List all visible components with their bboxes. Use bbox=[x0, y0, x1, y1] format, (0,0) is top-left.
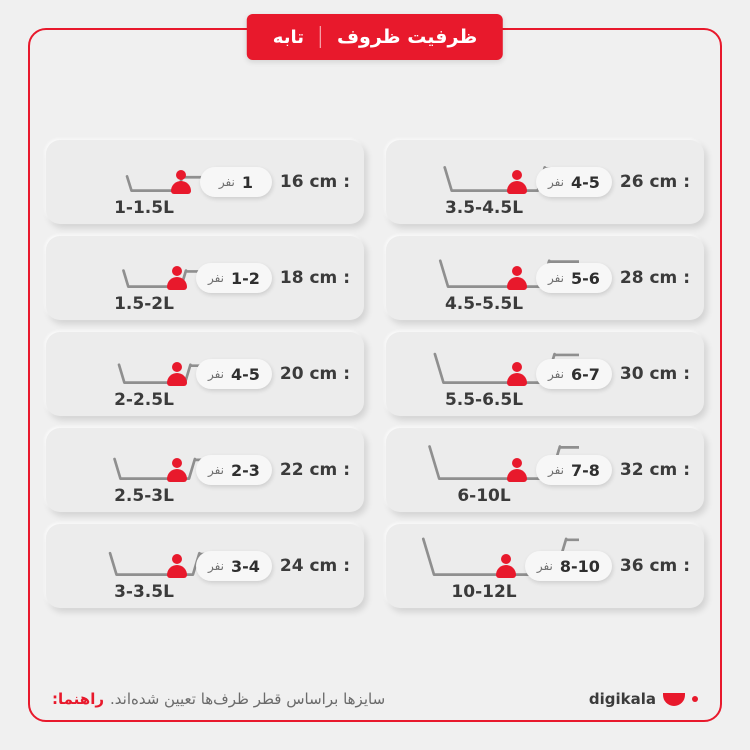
diameter-label: 36 cm : bbox=[619, 556, 690, 576]
servings-unit: نفر bbox=[536, 559, 553, 573]
capacity-card bbox=[46, 332, 364, 416]
servings-count: 4-5 bbox=[571, 172, 600, 192]
servings-unit: نفر bbox=[547, 367, 564, 381]
card-info-group bbox=[166, 236, 350, 320]
person-icon bbox=[166, 552, 188, 580]
diameter-label: 18 cm : bbox=[279, 268, 350, 288]
servings-pill bbox=[196, 263, 272, 293]
capacity-card bbox=[386, 332, 704, 416]
capacity-card bbox=[386, 236, 704, 320]
volume-label: 3.5-4.5L bbox=[444, 198, 524, 218]
capacity-card bbox=[386, 524, 704, 608]
card-info-group bbox=[506, 140, 690, 224]
capacity-grid bbox=[28, 140, 722, 608]
servings-count: 4-5 bbox=[231, 364, 260, 384]
servings-pill bbox=[536, 455, 612, 485]
diameter-label: 20 cm : bbox=[279, 364, 350, 384]
person-icon bbox=[506, 360, 528, 388]
guide-note bbox=[52, 690, 385, 708]
volume-label: 4.5-5.5L bbox=[444, 294, 524, 314]
servings-count: 2-3 bbox=[231, 460, 260, 480]
servings-pill bbox=[536, 263, 612, 293]
brand-dot-icon bbox=[692, 696, 698, 702]
volume-label: 1-1.5L bbox=[114, 198, 174, 218]
volume-label: 1.5-2L bbox=[114, 294, 174, 314]
card-info-group bbox=[166, 332, 350, 416]
diameter-label: 28 cm : bbox=[619, 268, 690, 288]
servings-pill bbox=[525, 551, 612, 581]
person-icon bbox=[506, 264, 528, 292]
diameter-label: 30 cm : bbox=[619, 364, 690, 384]
servings-pill bbox=[196, 455, 272, 485]
guide-note-label: راهنما: bbox=[52, 690, 104, 708]
diameter-label: 26 cm : bbox=[619, 172, 690, 192]
servings-unit: نفر bbox=[207, 463, 224, 477]
volume-label: 5.5-6.5L bbox=[444, 390, 524, 410]
brand-smile-icon bbox=[663, 693, 685, 706]
person-icon bbox=[170, 168, 192, 196]
person-icon bbox=[506, 456, 528, 484]
servings-count: 1-2 bbox=[231, 268, 260, 288]
servings-unit: نفر bbox=[207, 559, 224, 573]
servings-unit: نفر bbox=[547, 175, 564, 189]
card-info-group bbox=[166, 428, 350, 512]
diameter-label: 16 cm : bbox=[279, 172, 350, 192]
person-icon bbox=[166, 360, 188, 388]
column-small-sizes bbox=[46, 140, 364, 608]
capacity-card bbox=[386, 140, 704, 224]
person-icon bbox=[495, 552, 517, 580]
servings-count: 1 bbox=[241, 172, 253, 192]
volume-label: 10-12L bbox=[451, 582, 517, 602]
page-subtitle: تابه bbox=[272, 26, 304, 48]
servings-unit: نفر bbox=[547, 463, 564, 477]
card-info-group bbox=[506, 236, 690, 320]
capacity-card bbox=[386, 428, 704, 512]
diameter-label: 32 cm : bbox=[619, 460, 690, 480]
servings-count: 5-6 bbox=[571, 268, 600, 288]
servings-count: 3-4 bbox=[231, 556, 260, 576]
servings-unit: نفر bbox=[218, 175, 235, 189]
column-large-sizes bbox=[386, 140, 704, 608]
servings-count: 8-10 bbox=[559, 556, 600, 576]
servings-pill bbox=[536, 359, 612, 389]
servings-count: 7-8 bbox=[571, 460, 600, 480]
diameter-label: 22 cm : bbox=[279, 460, 350, 480]
page-title-bar bbox=[247, 14, 503, 60]
brand-logo bbox=[589, 690, 698, 708]
guide-note-text: سایزها براساس قطر ظرف‌ها تعیین شده‌اند. bbox=[110, 690, 386, 708]
servings-unit: نفر bbox=[207, 271, 224, 285]
servings-pill bbox=[196, 359, 272, 389]
servings-count: 6-7 bbox=[571, 364, 600, 384]
card-info-group bbox=[506, 332, 690, 416]
capacity-card bbox=[46, 524, 364, 608]
servings-pill bbox=[200, 167, 272, 197]
volume-label: 6-10L bbox=[457, 486, 511, 506]
volume-label: 2-2.5L bbox=[114, 390, 174, 410]
servings-pill bbox=[196, 551, 272, 581]
brand-name: digikala bbox=[588, 690, 656, 708]
card-info-group bbox=[506, 428, 690, 512]
footer bbox=[0, 684, 750, 714]
capacity-card bbox=[46, 428, 364, 512]
title-divider bbox=[320, 26, 321, 48]
servings-unit: نفر bbox=[207, 367, 224, 381]
person-icon bbox=[166, 456, 188, 484]
volume-label: 3-3.5L bbox=[114, 582, 174, 602]
card-info-group bbox=[166, 524, 350, 608]
person-icon bbox=[506, 168, 528, 196]
diameter-label: 24 cm : bbox=[279, 556, 350, 576]
card-info-group bbox=[170, 140, 350, 224]
page-title: ظرفیت ظروف bbox=[336, 26, 478, 48]
servings-unit: نفر bbox=[547, 271, 564, 285]
person-icon bbox=[166, 264, 188, 292]
volume-label: 2.5-3L bbox=[114, 486, 174, 506]
capacity-card bbox=[46, 236, 364, 320]
capacity-card bbox=[46, 140, 364, 224]
servings-pill bbox=[536, 167, 612, 197]
card-info-group bbox=[495, 524, 690, 608]
